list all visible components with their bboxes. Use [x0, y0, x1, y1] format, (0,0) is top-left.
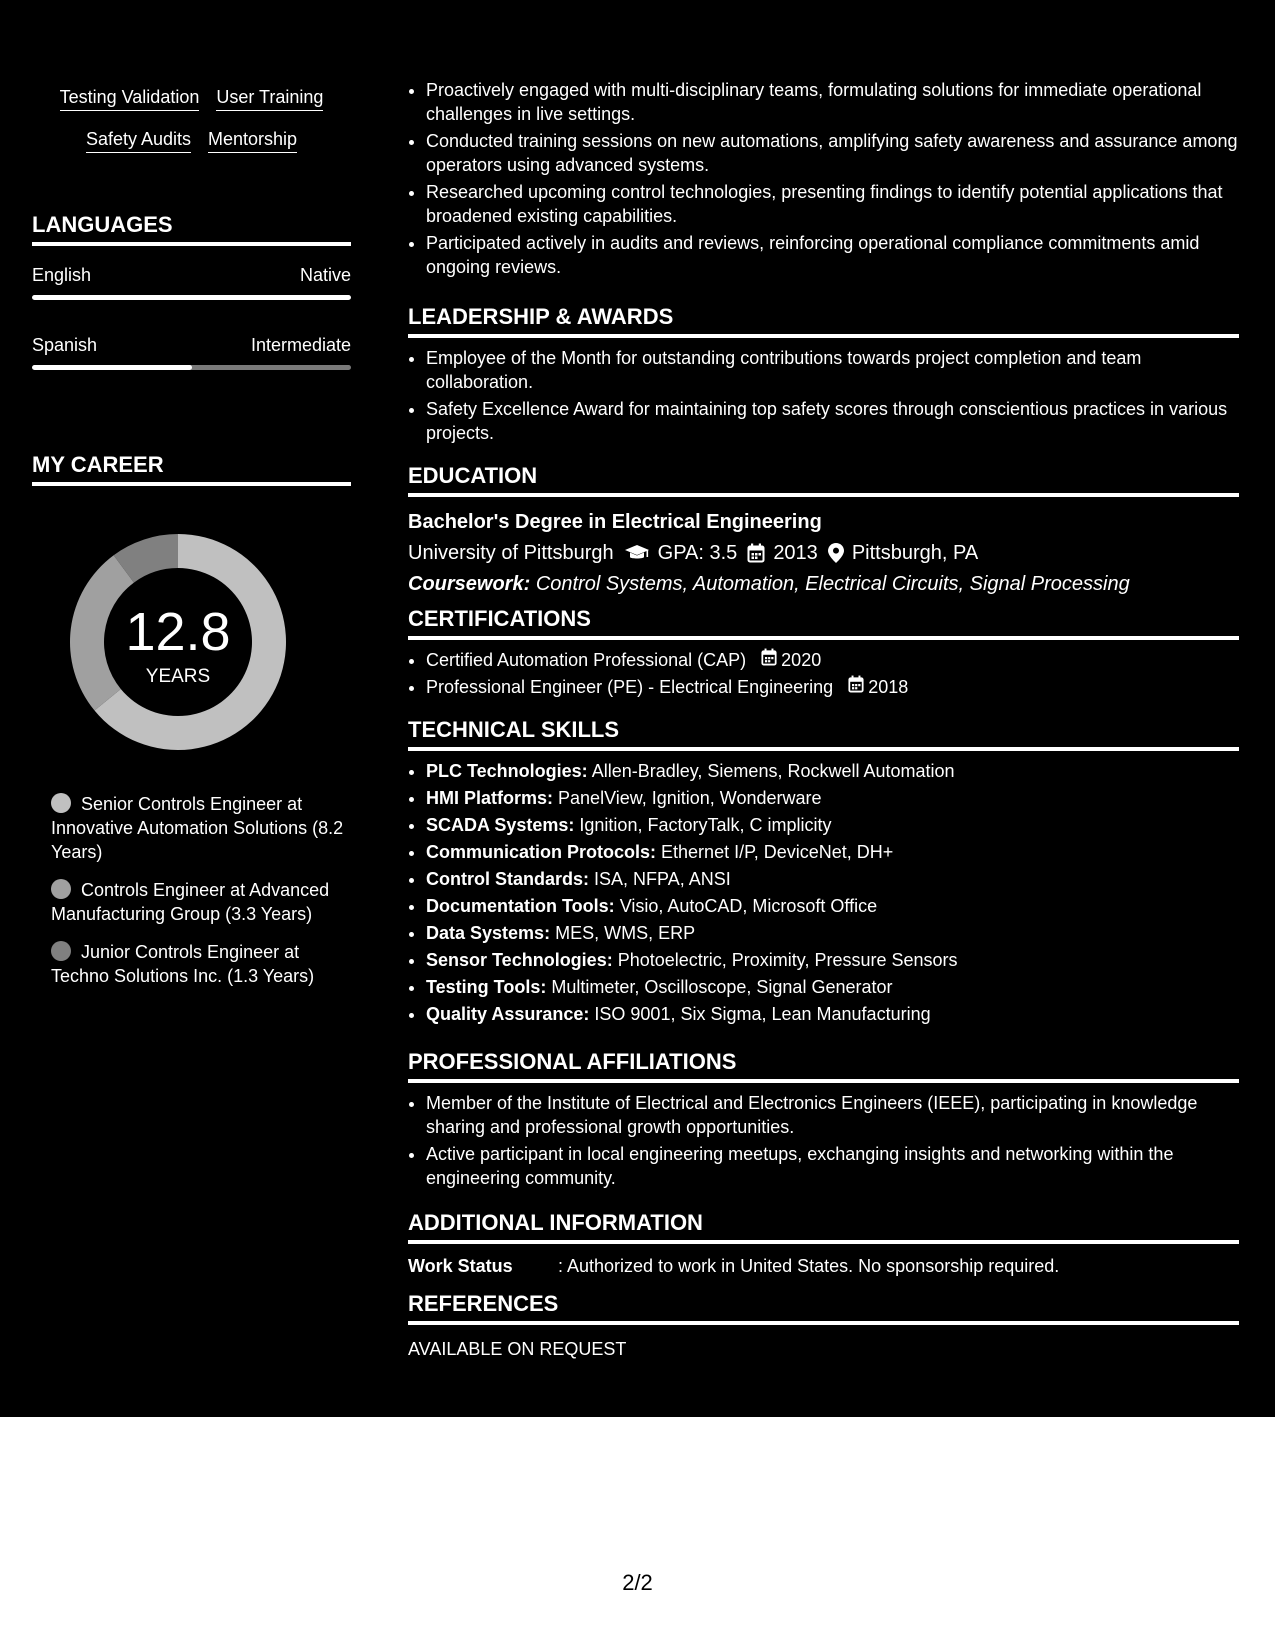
technical-skills-title: TECHNICAL SKILLS — [408, 717, 1239, 751]
language-level-fill — [32, 295, 351, 300]
degree-name: Bachelor's Degree in Electrical Engineering — [408, 511, 822, 533]
skill-item — [426, 786, 1239, 810]
skill-item — [426, 840, 1239, 864]
skill-value: Visio, AutoCAD, Microsoft Office — [619, 896, 878, 916]
skill-value: ISA, NFPA, ANSI — [594, 869, 731, 889]
experience-bullet: • Researched upcoming control technologies, presenting findings to identify potential applications that broadened existing capabilities. — [426, 180, 1239, 228]
references-title: REFERENCES — [408, 1291, 1239, 1325]
certification-year: 2020 — [781, 650, 822, 670]
career-donut-chart — [66, 530, 290, 754]
calendar-icon — [747, 543, 765, 563]
certification-item — [426, 648, 1239, 672]
certifications-title: CERTIFICATIONS — [408, 606, 1239, 640]
language-name: English — [32, 265, 92, 285]
legend-dot — [51, 793, 71, 813]
certification-year: 2018 — [868, 677, 909, 697]
skill-item — [426, 759, 1239, 783]
work-status-row — [408, 1254, 1239, 1278]
skill-item — [426, 948, 1239, 972]
career-section — [32, 452, 351, 986]
tag: Safety Audits — [86, 128, 191, 153]
skill-item — [426, 867, 1239, 891]
calendar-icon — [761, 648, 777, 672]
skill-label: Communication Protocols: — [426, 842, 657, 862]
work-status-label: Work Status — [408, 1256, 513, 1276]
languages-title: LANGUAGES — [32, 212, 351, 246]
certification-item — [426, 675, 1239, 699]
career-legend-text: Junior Controls Engineer at Techno Solutions Inc. (1.3 Years) — [51, 942, 315, 986]
skill-label: HMI Platforms: — [426, 788, 554, 808]
references-section — [408, 1291, 1239, 1361]
graduation-cap-icon — [624, 544, 650, 562]
skill-value: Allen-Bradley, Siemens, Rockwell Automation — [591, 761, 955, 781]
school-location: Pittsburgh, PA — [851, 542, 979, 564]
education-section — [408, 463, 1239, 597]
award-bullet: • Employee of the Month for outstanding contributions towards project completion and team collaboration. — [426, 346, 1239, 394]
school-name: University of Pittsburgh — [408, 542, 614, 564]
skill-value: PanelView, Ignition, Wonderware — [558, 788, 822, 808]
skill-value: ISO 9001, Six Sigma, Lean Manufacturing — [594, 1004, 931, 1024]
skill-label: Documentation Tools: — [426, 896, 615, 916]
experience-bullet: • Participated actively in audits and reviews, reinforcing operational compliance commitments amid ongoing reviews. — [426, 231, 1239, 279]
tag-row — [32, 128, 351, 153]
tag: Testing Validation — [60, 86, 200, 111]
skill-label: Sensor Technologies: — [426, 950, 613, 970]
certification-name: Professional Engineer (PE) - Electrical Engineering — [426, 677, 834, 697]
additional-info-section — [408, 1210, 1239, 1278]
skill-label: PLC Technologies: — [426, 761, 588, 781]
language-level-bar — [32, 365, 351, 370]
languages-section — [32, 212, 351, 370]
language-level: Intermediate — [250, 335, 351, 355]
location-pin-icon — [828, 543, 844, 563]
career-legend-text: Controls Engineer at Advanced Manufacturing Group (3.3 Years) — [51, 880, 330, 924]
gpa: GPA: 3.5 — [657, 542, 738, 564]
career-title: MY CAREER — [32, 452, 351, 486]
certification-name: Certified Automation Professional (CAP) — [426, 650, 747, 670]
soft-skill-tags — [32, 86, 351, 170]
career-legend-item — [51, 792, 351, 864]
tag-row — [32, 86, 351, 111]
affiliations-section — [408, 1049, 1239, 1193]
references-text: AVAILABLE ON REQUEST — [408, 1339, 627, 1359]
page-number: 2/2 — [622, 1570, 653, 1595]
legend-dot — [51, 879, 71, 899]
skill-label: Testing Tools: — [426, 977, 547, 997]
language-level-fill — [32, 365, 192, 370]
skill-label: Quality Assurance: — [426, 1004, 590, 1024]
legend-dot — [51, 941, 71, 961]
additional-info-title: ADDITIONAL INFORMATION — [408, 1210, 1239, 1244]
skill-value: Ethernet I/P, DeviceNet, DH+ — [661, 842, 894, 862]
career-legend-text: Senior Controls Engineer at Innovative Automation Solutions (8.2 Years) — [51, 794, 344, 862]
language-name: Spanish — [32, 335, 98, 355]
career-total-value: 12.8 — [125, 602, 231, 662]
affiliation-bullet: • Member of the Institute of Electrical and Electronics Engineers (IEEE), participating in knowledge sharing and professional growth opportunities. — [426, 1091, 1239, 1139]
skill-item — [426, 894, 1239, 918]
language-item — [32, 334, 351, 370]
skill-item — [426, 813, 1239, 837]
career-donut-segment-2 — [70, 555, 134, 710]
experience-bullet: • Proactively engaged with multi-disciplinary teams, formulating solutions for immediate operational challenges in live settings. — [426, 78, 1239, 126]
award-bullet: • Safety Excellence Award for maintaining top safety scores through conscientious practices in various projects. — [426, 397, 1239, 445]
leadership-section — [408, 304, 1239, 448]
education-details — [408, 540, 1239, 566]
skill-value: MES, WMS, ERP — [555, 923, 696, 943]
affiliation-bullet: • Active participant in local engineering meetups, exchanging insights and networking within the engineering community. — [426, 1142, 1239, 1190]
certifications-section — [408, 606, 1239, 702]
skill-label: SCADA Systems: — [426, 815, 575, 835]
career-legend — [51, 792, 351, 1002]
calendar-icon — [848, 675, 864, 699]
skill-item — [426, 1002, 1239, 1026]
skill-item — [426, 975, 1239, 999]
skill-value: Ignition, FactoryTalk, C implicity — [579, 815, 832, 835]
career-legend-item — [51, 940, 351, 988]
career-legend-item — [51, 878, 351, 926]
coursework-label: Coursework: — [408, 573, 531, 595]
language-level-bar — [32, 295, 351, 300]
work-status-value: : Authorized to work in United States. No sponsorship required. — [558, 1256, 1060, 1276]
tag: User Training — [216, 86, 323, 111]
education-title: EDUCATION — [408, 463, 1239, 497]
skill-value: Multimeter, Oscilloscope, Signal Generator — [551, 977, 893, 997]
language-level: Native — [299, 265, 351, 285]
coursework — [408, 571, 1239, 597]
skill-value: Photoelectric, Proximity, Pressure Sensors — [617, 950, 958, 970]
experience-bullet: • Conducted training sessions on new automations, amplifying safety awareness and assurance among operators using advanced systems. — [426, 129, 1239, 177]
skill-label: Data Systems: — [426, 923, 551, 943]
skill-item — [426, 921, 1239, 945]
coursework-list: Control Systems, Automation, Electrical Circuits, Signal Processing — [535, 573, 1130, 595]
graduation-year: 2013 — [773, 542, 818, 564]
career-total-unit: YEARS — [145, 666, 211, 687]
technical-skills-section — [408, 717, 1239, 1029]
language-item — [32, 264, 351, 300]
affiliations-title: PROFESSIONAL AFFILIATIONS — [408, 1049, 1239, 1083]
skill-label: Control Standards: — [426, 869, 590, 889]
tag: Mentorship — [208, 128, 297, 153]
leadership-title: LEADERSHIP & AWARDS — [408, 304, 1239, 338]
experience-bullets — [408, 78, 1239, 282]
